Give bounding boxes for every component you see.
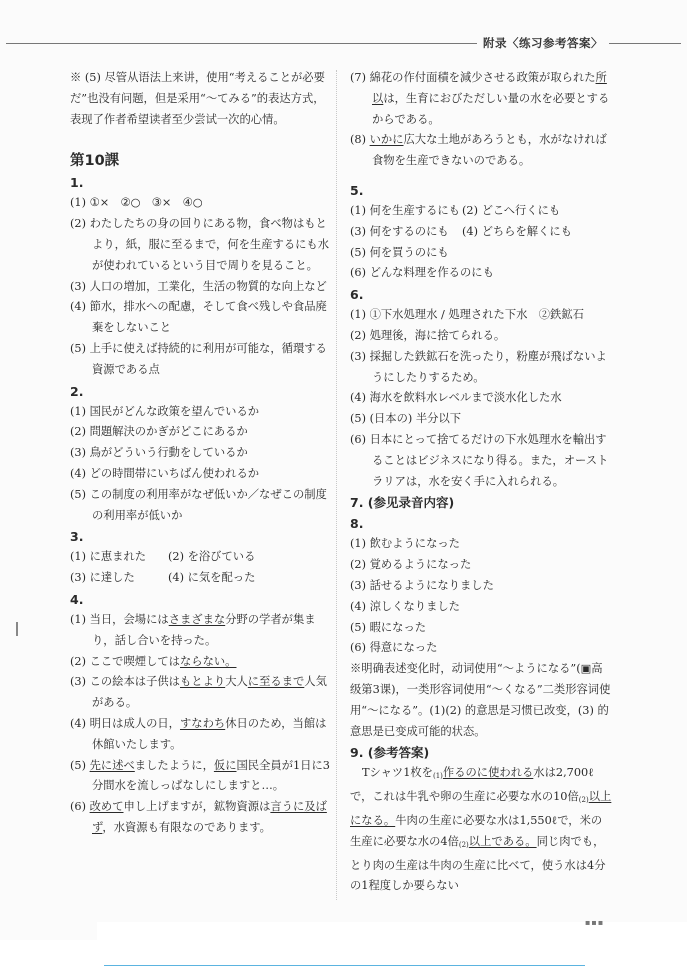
q5-row: [350, 201, 612, 222]
q5-answer: (1) 何を生産するにも: [350, 203, 460, 217]
q1-item: (5) 上手に使えば持続的に利用が可能な，循環する資源である点: [70, 341, 327, 376]
page-cutoff-area: [97, 922, 687, 969]
q8-item: (3) 話せるようになりました: [350, 578, 494, 592]
underlined-expression: すなわち: [179, 716, 226, 730]
text: ましたように，: [134, 758, 214, 772]
q6-item: (2) 処理後，海に捨てられる。: [350, 328, 506, 342]
text: 広大な土地があろうとも，水がなければ食物を生産できないのである。: [372, 133, 607, 168]
q8-item: (4) 涼しくなりました: [350, 599, 460, 613]
q3-answer: (1) に恵まれた: [70, 550, 147, 564]
q6-item: (6) 日本にとって捨てるだけの下水処理水を輸出することはビジネスになり得る。また，オーストラリアは，水を安く手に入れられる。: [350, 432, 609, 488]
q2-item: (3) 鳥がどういう行動をしているか: [70, 446, 248, 460]
question-7-label: 7. (参见录音内容): [350, 495, 455, 511]
q2-item: (4) どの時間帯にいちばん使われるか: [70, 466, 260, 480]
q4-item: [70, 797, 332, 839]
q6-item: (5) (日本の) 半分以下: [350, 412, 462, 426]
text: (8): [350, 133, 370, 147]
text: (2) ここで喫煙しては: [70, 654, 180, 668]
q4-item: [350, 68, 612, 130]
q4-item: [70, 714, 332, 756]
q3-answer: (2) を浴びている: [168, 550, 256, 564]
question-3-label: 3.: [70, 529, 84, 545]
q6-item: (4) 海水を飲料水レベルまで淡水化した水: [350, 391, 562, 405]
text: (5): [70, 758, 90, 772]
underlined-expression: 作るのに使われる: [442, 766, 534, 780]
blank-number: (1): [432, 772, 443, 781]
q6-item: (1) ①下水処理水 / 処理された下水 ②鉄鉱石: [350, 308, 584, 322]
text: 国民全員が1日に3分間水を流しっぱなしにしますと…。: [92, 758, 330, 793]
q4-item: [70, 756, 332, 798]
q8-item: (1) 飲むようになった: [350, 537, 460, 551]
q1-item: (4) 節水，排水への配慮，そして食べ残しや食品廃棄をしないこと: [70, 300, 327, 335]
text: (6): [70, 800, 90, 814]
q2-item: (2) 問題解決のかぎがどこにあるか: [70, 425, 248, 439]
q8-item: (6) 得意になった: [350, 641, 438, 655]
q3-answer: (3) に達した: [70, 571, 135, 585]
blank-number: (2): [458, 840, 469, 849]
text: (1) 当日，会場には: [70, 612, 169, 626]
q5-row: [350, 222, 612, 243]
margin-mark: [16, 622, 18, 636]
q4-item: [350, 130, 612, 172]
text: 水は2,700ℓで，これは牛乳や卵の生産に必要な水の10倍: [350, 766, 594, 804]
q2-item: (1) 国民がどんな政策を望んでいるか: [70, 404, 260, 418]
underlined-expression: 以上になる。: [350, 790, 612, 827]
q4-item: [70, 652, 332, 673]
underlined-expression: いかに: [369, 133, 404, 147]
text: 同じ肉でも，とり肉の生産は牛肉の生産に比べて，使う水は4分の1程度しか要らない: [350, 834, 606, 893]
question-9-label: 9. (参考答案): [350, 745, 430, 761]
q9-model-answer: [350, 763, 612, 897]
q1-item: (2) わたしたちの身の回りにある物，食べ物はもとより，紙，服に至るまで，何を生産するにも水が使われているという目で周りを見ること。: [70, 217, 330, 272]
column-divider: [336, 70, 337, 900]
q8-item: (5) 暇になった: [350, 620, 427, 634]
q5-answer: (4) どちらを解くにも: [462, 224, 572, 238]
underlined-expression: 先に述べ: [89, 758, 135, 772]
question-4-label: 4.: [70, 591, 84, 607]
underlined-expression: 改めて: [89, 800, 124, 814]
question-2-label: 2.: [70, 383, 84, 399]
text: (3) この絵本は子供は: [70, 675, 180, 689]
q3-row: [70, 547, 332, 568]
underlined-expression: さまざまな: [168, 612, 226, 626]
prev-lesson-note: ※ (5) 尽管从语法上来讲，使用“考えることが必要だ”也没有问题，但是采用“～てみる”的表达方式，表现了作者希望读者至少尝试一次的心情。: [70, 71, 325, 126]
q4-item: [70, 672, 332, 714]
question-5-label: 5.: [350, 182, 364, 198]
q5-item: (5) 何を買うのにも: [350, 245, 449, 259]
text: 人気がある。: [92, 675, 327, 710]
text: 牛肉の生産に必要な水は1,550ℓで，米の生産に必要な水の4倍: [350, 813, 603, 848]
underlined-expression: 仮に: [213, 758, 237, 772]
text: Tシャツ1枚を: [362, 766, 433, 780]
lesson-title: 第10課: [70, 153, 120, 170]
right-column: [350, 68, 612, 897]
bottom-accent-line: [104, 965, 585, 966]
underlined-expression: ならない。: [179, 654, 237, 668]
q5-answer: (3) 何をするのにも: [350, 224, 449, 238]
text: (7) 綿花の作付面積を減少させる政策が取られた: [350, 71, 596, 84]
q1-item: (3) 人口の増加，工業化，生活の物質的な向上など: [70, 279, 327, 293]
underlined-expression: もとより: [179, 675, 226, 689]
text: 申し上げますが，鉱物資源は: [123, 800, 271, 814]
q3-row: [70, 568, 332, 589]
underlined-expression: 所以: [372, 71, 607, 105]
q5-answer: (2) どこへ行くにも: [462, 203, 561, 217]
text: 休日のため，当館は休館いたします。: [92, 716, 327, 751]
running-header: 附录〈练习参考答案〉: [477, 35, 609, 51]
text: (4) 明日は成人の日，: [70, 716, 180, 730]
q4-item: [70, 610, 332, 652]
q8-note: ※明确表述变化时，动词使用“～ようになる”(▣高级第3课)，一类形容词使用“～くなる”二类形容词使用“～になる”。(1)(2) 的意思是习惯已改变，(3) 的意思是已变成可能的状态。: [350, 662, 611, 738]
question-6-label: 6.: [350, 287, 364, 303]
q3-answer: (4) に気を配った: [168, 571, 256, 585]
question-1-label: 1.: [70, 175, 84, 191]
underlined-expression: 以上である。: [468, 834, 537, 848]
text: は，生育におびただしい量の水を必要とするからである。: [372, 91, 610, 126]
blank-number: (2): [578, 796, 589, 805]
q2-item: (5) この制度の利用率がなぜ低いか／なぜこの制度の利用率が低いか: [70, 487, 327, 522]
text: 大人: [225, 675, 248, 689]
underlined-expression: に至るまで: [247, 675, 305, 689]
text: ，水資源も有限なのであります。: [102, 820, 271, 834]
question-8-label: 8.: [350, 516, 364, 532]
q1-item: (1) ①× ②○ ③× ④○: [70, 196, 203, 210]
text: 分野の学者が集まり，話し合いを持った。: [92, 612, 316, 647]
q8-item: (2) 覚めるようになった: [350, 558, 472, 572]
left-column: [70, 68, 332, 839]
q5-item: (6) どんな料理を作るのにも: [350, 266, 494, 280]
page-number-fragment: ▪▪▪: [585, 918, 605, 927]
underlined-expression: 言うに及ばず: [92, 800, 327, 834]
q6-item: (3) 採掘した鉄鉱石を洗ったり，粉塵が飛ばないようにしたりするため。: [350, 349, 607, 384]
